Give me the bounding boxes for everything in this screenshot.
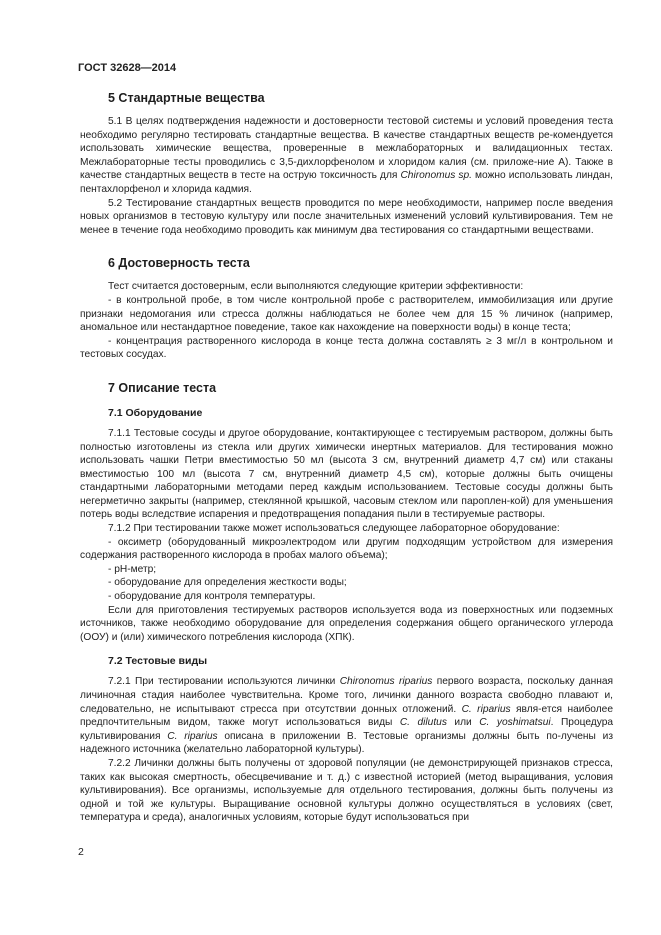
list-item-oximeter: - оксиметр (оборудованный микроэлектродом или другим подходящим устройством для измерения содержания растворенного кислорода в пробах малого объема); [80, 536, 613, 562]
section-5-title: 5 Стандартные вещества [108, 91, 265, 105]
list-item-ph-meter: - pH-метр; [108, 563, 157, 575]
para-5-1: 5.1 В целях подтверждения надежности и достоверности тестовой системы и условий проведения теста необходимо регулярно тестировать стандартные вещества. В качестве стандартных веществ ре-комендуется использовать химические вещества, проверенные в межлабораторных и валидационных тестах. Межлабораторные тесты проводились с 3,5-дихлорфенолом и хлоридом калия (см. приложе-ние А). Также в качестве стандартных веществ в тесте на острую токсичность для Chironomus sp. можно использовать линдан, пентахлорфенол и хлорида кадмия. [80, 116, 613, 195]
para-water-sources: Если для приготовления тестируемых растворов используется вода из поверхностных или подземных источников, также необходимо оборудование для определения содержания общего органического углерода (ООУ) и (или) химического потребления кислорода (ХПК). [80, 604, 613, 643]
standard-header: ГОСТ 32628—2014 [78, 62, 177, 74]
para-7-1-2: 7.1.2 При тестировании также может использоваться следующее лабораторное оборудование: [108, 523, 560, 535]
section-7-title: 7 Описание теста [108, 380, 217, 395]
list-item-control: - в контрольной пробе, в том числе контрольной пробе с растворителем, иммобилизация или другие признаки недомогания или стресса должны наблюдаться не более чем для 15 % личинок (например, аномальное или нестандартное поведение, такое как нахождение на поверхности воды) в конце теста; [80, 294, 613, 334]
para-7-2-1: 7.2.1 При тестировании используются личинки Chironomus riparius первого возраста, поскольку данная личиночная стадия наиболее чувствительна. Кроме того, личинки данного возраста свободно плавают и, следовательно, не испытывают стресса при отсутствии донных отложений. C. riparius явля-ется наиболее предпочтительным видом, также могут использоваться виды C. dilutus или C. yoshimatsui. Процедура культивирования C. riparius описана в приложении В. Тестовые организмы должны быть по-лучены из надежного источника (желательно лабораторной культуры). [80, 676, 614, 756]
para-7-1-1: 7.1.1 Тестовые сосуды и другое оборудование, контактирующее с тестируемым раствором, должны быть полностью изготовлены из стекла или других химически инертных материалов. Для тестирования можно использовать чашки Петри вместимостью 50 мл (высота 3 см, внутренний диаметр 4,7 см) или стаканы вместимостью 100 мл (высота 7 см, внутренний диаметр 4,5 см), которые должны быть очищены стандартными лабораторными методами перед каждым использованием. Тестовые сосуды должны быть негерметично закрыты (например, стеклянной крышкой, часовым стеклом или пароплен-кой) для уменьшения потерь воды вследствие испарения и предотвращения попадания пыли в тестируемые растворы. [80, 427, 613, 521]
para-7-2-2: 7.2.2 Личинки должны быть получены от здоровой популяции (не демонстрирующей признаков стресса, таких как высокая смертность, обесцвечивание и т. д.) с известной историей (метод выращивания, условия культивирования). Все организмы, используемые для отдельного тестирования, должны быть получены из одной и той же культуры. Выращивание основной культуры должно осуществляться в условиях (свет, температура и среда), аналогичных условиям, которые будут использоваться при [80, 757, 613, 824]
list-item-temperature: - оборудование для контроля температуры. [108, 591, 316, 603]
page-number: 2 [78, 846, 84, 858]
para-5-2: 5.2 Тестирование стандартных веществ проводится по мере необходимости, например после введения новых организмов в тестовую культуру или после значительных изменений условий культивирования. Тем не менее в течение года необходимо проводить как минимум два тестирования со стандартными веществами. [80, 197, 613, 236]
para-6-intro: Тест считается достоверным, если выполняются следующие критерии эффективности: [108, 281, 524, 293]
section-7-2-title: 7.2 Тестовые виды [108, 655, 208, 668]
section-7-1-title: 7.1 Оборудование [108, 406, 203, 419]
list-item-oxygen: - концентрация растворенного кислорода в конце теста должна составлять ≥ 3 мг/л в контрольном и тестовых сосудах. [80, 335, 613, 361]
list-item-hardness: - оборудование для определения жесткости воды; [108, 577, 347, 589]
section-6-title: 6 Достоверность теста [108, 256, 250, 271]
page-body [80, 90, 613, 825]
